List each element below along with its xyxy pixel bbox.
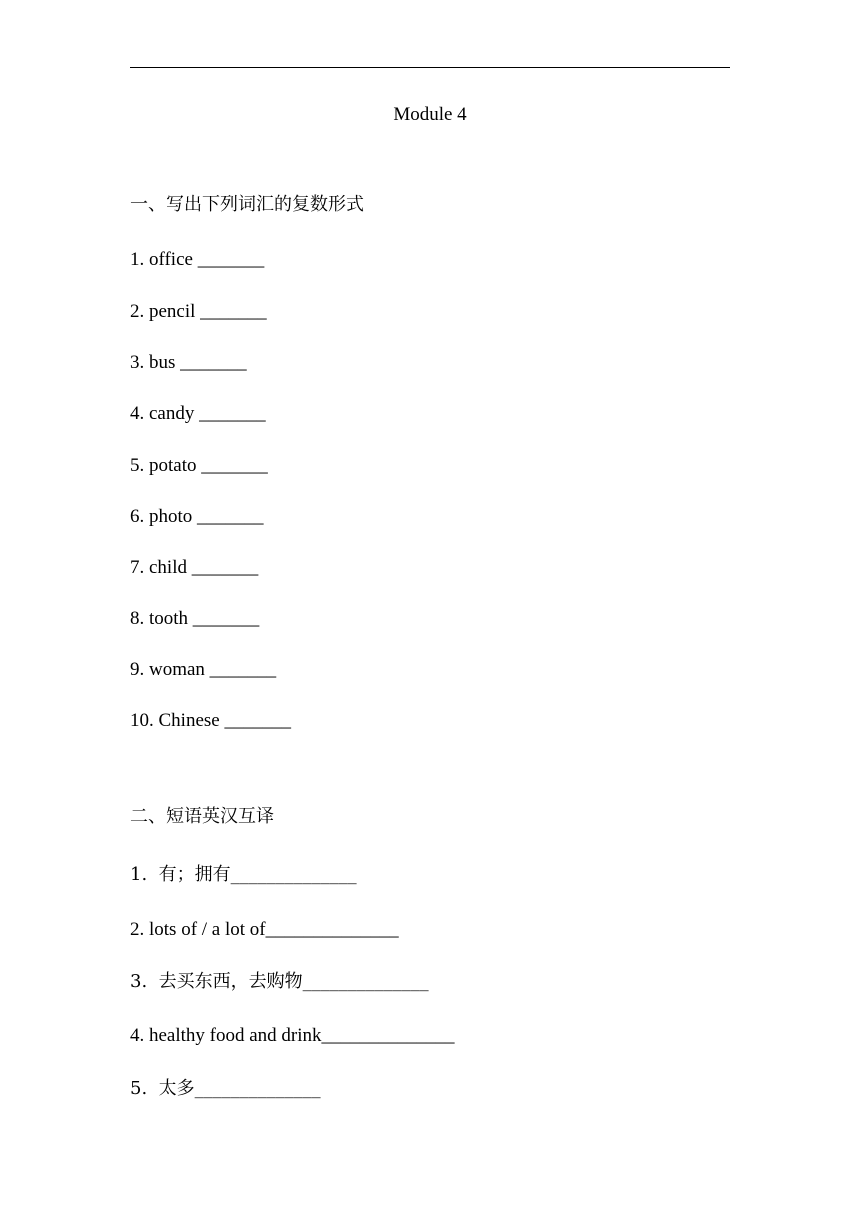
section2-heading: 二、短语英汉互译 [130, 806, 274, 827]
section2-item-2: 2. lots of / a lot of______________ [130, 919, 399, 940]
section1-item-2: 2. pencil _______ [130, 301, 267, 322]
section1-item-5: 5. potato _______ [130, 455, 268, 476]
section1-item-8: 8. tooth _______ [130, 608, 260, 629]
section1-item-9: 9. woman _______ [130, 659, 277, 680]
section1-item-6: 6. photo _______ [130, 506, 264, 527]
page-title: Module 4 [393, 104, 467, 125]
section1-heading: 一、写出下列词汇的复数形式 [130, 194, 364, 215]
section2-item-5: 5. 太多______________ [130, 1078, 321, 1099]
section1-item-1: 1. office _______ [130, 249, 265, 270]
section1-item-10: 10. Chinese _______ [130, 710, 291, 731]
section2-item-3: 3. 去买东西，去购物______________ [130, 971, 429, 992]
header-rule [130, 67, 730, 68]
section2-item-1: 1. 有；拥有______________ [130, 864, 357, 885]
section1-item-7: 7. child _______ [130, 557, 259, 578]
section1-item-3: 3. bus _______ [130, 352, 247, 373]
section1-item-4: 4. candy _______ [130, 403, 266, 424]
section2-item-4: 4. healthy food and drink______________ [130, 1025, 455, 1046]
